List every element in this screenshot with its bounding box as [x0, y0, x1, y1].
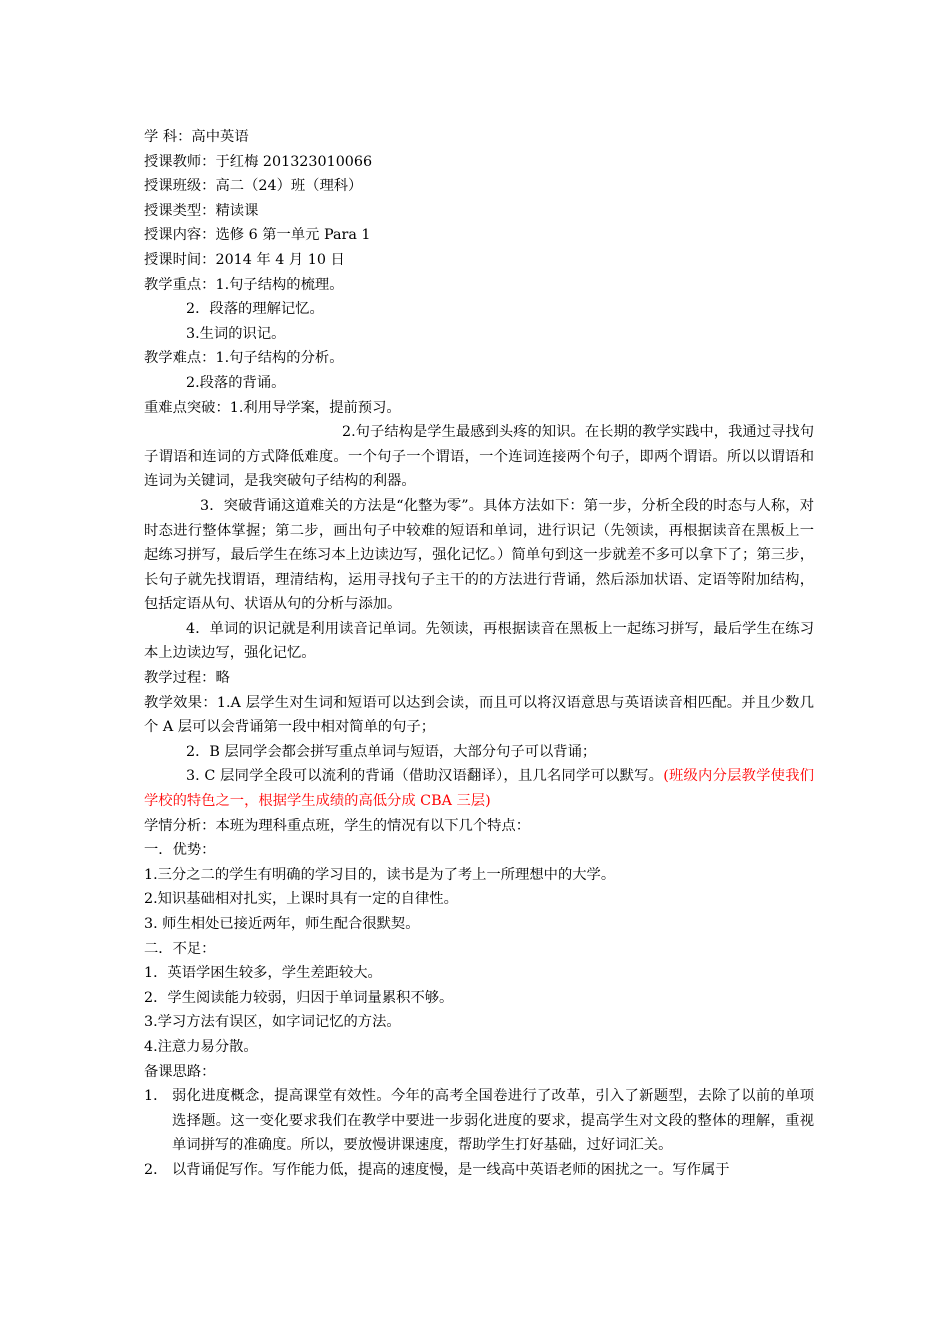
- breakthrough-2: [144, 420, 814, 494]
- weakness-item-1: 1．英语学困生较多，学生差距较大。: [144, 965, 382, 982]
- effect-1: 教学效果：1.A 层学生对生词和短语可以达到会读，而且可以将汉语意思与英语读音相匹配。并且少数几个 A 层可以会背诵第一段中相对简单的句子；: [144, 694, 814, 736]
- planning-title: 备课思路：: [144, 1063, 216, 1080]
- planning-item-1-text: 弱化进度概念，提高课堂有效性。今年的高考全国卷进行了改革，引入了新题型，去除了以前的单项选择题。这一变化要求我们在教学中要进一步弱化进度的要求，提高学生对文段的整体的理解，重视单词拼写的准确度。所以，要放慢讲课速度，帮助学生打好基础，过好词汇关。: [172, 1088, 814, 1154]
- teacher-line: 授课教师：于红梅 201323010066: [144, 153, 373, 170]
- subject-line: 学 科：高中英语: [144, 129, 249, 145]
- class-line: 授课班级：高二（24）班（理科）: [144, 178, 363, 195]
- breakthrough-1: 重难点突破：1.利用导学案，提前预习。: [144, 399, 401, 416]
- lesson-time-line: 授课时间：2014 年 4 月 10 日: [144, 251, 345, 268]
- strengths-title: 一．优势：: [144, 842, 216, 859]
- key-point-2: 2．段落的理解记忆。: [186, 301, 324, 318]
- key-point-1: 教学重点：1.句子结构的梳理。: [144, 276, 344, 293]
- planning-item-2-number: 2．: [144, 1161, 168, 1178]
- difficult-point-2: 2.段落的背诵。: [186, 374, 286, 391]
- analysis-intro: 学情分析：本班为理科重点班，学生的情况有以下几个特点：: [144, 817, 531, 834]
- document-body: [144, 125, 814, 1183]
- planning-item-2: [144, 1158, 814, 1183]
- planning-item-2-text: 以背诵促写作。写作能力低，提高的速度慢，是一线高中英语老师的困扰之一。写作属于: [172, 1161, 730, 1178]
- effect-3: [144, 764, 814, 813]
- difficult-point-1: 教学难点：1.句子结构的分析。: [144, 350, 344, 367]
- effect-3-note: (班级内分层教学使我们学校的特色之一，根据学生成绩的高低分成 CBA 三层): [144, 768, 815, 810]
- breakthrough-3: 3．突破背诵这道难关的方法是“化整为零”。具体方法如下：第一步，分析全段的时态与人称，对时态进行整体掌握；第二步，画出句子中较难的短语和单词，进行识记（先领读，再根据读音在黑板上一起练习拼写，最后学生在练习本上边读边写，强化记忆。）简单句到这一步就差不多可以拿下了；第三步，长句子就先找谓语，理清结构，运用寻找句子主干的的方法进行背诵，然后添加状语、定语等附加结构，包括定语从句、状语从句的分析与添加。: [144, 497, 814, 613]
- planning-item-1: [144, 1084, 814, 1158]
- lesson-content-line: 授课内容：选修 6 第一单元 Para 1: [144, 227, 371, 244]
- breakthrough-2-text: 2.句子结构是学生最感到头疼的知识。在长期的教学实践中，我通过寻找句子谓语和连词的方式降低难度。一个句子一个谓语，一个连词连接两个句子，即两个谓语。所以以谓语和连词为关键词，是我突破句子结构的利器。: [144, 424, 814, 490]
- breakthrough-4: 4．单词的识记就是利用读音记单词。先领读，再根据读音在黑板上一起练习拼写，最后学生在练习本上边读边写，强化记忆。: [144, 620, 814, 662]
- key-point-3: 3.生词的识记。: [186, 325, 286, 342]
- weakness-item-2: 2．学生阅读能力较弱，归因于单词量累积不够。: [144, 989, 454, 1006]
- weaknesses-title: 二．不足：: [144, 940, 216, 957]
- effect-2: 2．B 层同学会都会拼写重点单词与短语，大部分句子可以背诵；: [186, 743, 597, 760]
- weakness-item-3: 3.学习方法有误区，如字词记忆的方法。: [144, 1014, 401, 1031]
- process-line: 教学过程：略: [144, 670, 230, 687]
- lesson-type-line: 授课类型：精读课: [144, 202, 259, 219]
- effect-3-text: 3. C 层同学全段可以流利的背诵（借助汉语翻译），且几名同学可以默写。: [186, 768, 664, 785]
- weakness-item-4: 4.注意力易分散。: [144, 1038, 258, 1055]
- strength-item-1: 1.三分之二的学生有明确的学习目的，读书是为了考上一所理想中的大学。: [144, 866, 616, 883]
- strength-item-2: 2.知识基础相对扎实，上课时具有一定的自律性。: [144, 891, 458, 908]
- planning-item-1-number: 1．: [144, 1088, 168, 1105]
- strength-item-3: 3. 师生相处已接近两年，师生配合很默契。: [144, 916, 420, 932]
